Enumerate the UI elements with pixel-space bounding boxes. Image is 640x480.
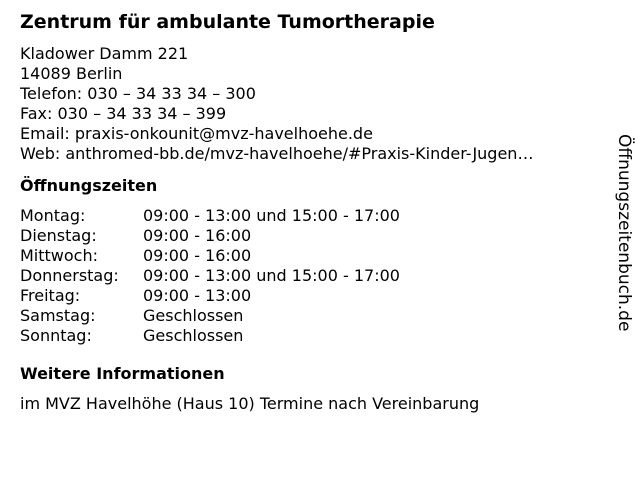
hours-row — [20, 326, 610, 346]
hours-row — [20, 246, 610, 266]
hours-day: Samstag: — [20, 306, 96, 325]
hours-time: Geschlossen — [143, 326, 244, 345]
hours-time: 09:00 - 13:00 und 15:00 - 17:00 — [143, 266, 400, 285]
hours-time: 09:00 - 16:00 — [143, 246, 252, 265]
hours-time: 09:00 - 13:00 — [143, 286, 252, 305]
site-watermark: Öffnungszeitenbuch.de — [614, 134, 634, 332]
hours-heading: Öffnungszeiten — [20, 176, 158, 195]
info-heading: Weitere Informationen — [20, 364, 225, 383]
address-block — [20, 44, 610, 164]
hours-day: Sonntag: — [20, 326, 92, 345]
fax-line: Fax: 030 – 34 33 34 – 399 — [20, 104, 227, 123]
hours-day: Dienstag: — [20, 226, 97, 245]
practice-card — [20, 10, 610, 414]
hours-row — [20, 286, 610, 306]
web-line: Web: anthromed-bb.de/mvz-havelhoehe/#Praxis-Kinder-Jugen… — [20, 144, 534, 163]
street-line: Kladower Damm 221 — [20, 44, 189, 63]
page-title: Zentrum für ambulante Tumortherapie — [20, 11, 435, 33]
hours-day: Mittwoch: — [20, 246, 98, 265]
hours-day: Freitag: — [20, 286, 81, 305]
info-text: im MVZ Havelhöhe (Haus 10) Termine nach Vereinbarung — [20, 394, 480, 413]
phone-line: Telefon: 030 – 34 33 34 – 300 — [20, 84, 256, 103]
hours-row — [20, 266, 610, 286]
hours-row — [20, 226, 610, 246]
city-line: 14089 Berlin — [20, 64, 123, 83]
hours-row — [20, 306, 610, 326]
hours-time: 09:00 - 13:00 und 15:00 - 17:00 — [143, 206, 400, 225]
hours-day: Donnerstag: — [20, 266, 119, 285]
hours-day: Montag: — [20, 206, 86, 225]
email-line: Email: praxis-onkounit@mvz-havelhoehe.de — [20, 124, 373, 143]
hours-row — [20, 206, 610, 226]
hours-time: 09:00 - 16:00 — [143, 226, 252, 245]
hours-table — [20, 206, 610, 346]
hours-time: Geschlossen — [143, 306, 244, 325]
